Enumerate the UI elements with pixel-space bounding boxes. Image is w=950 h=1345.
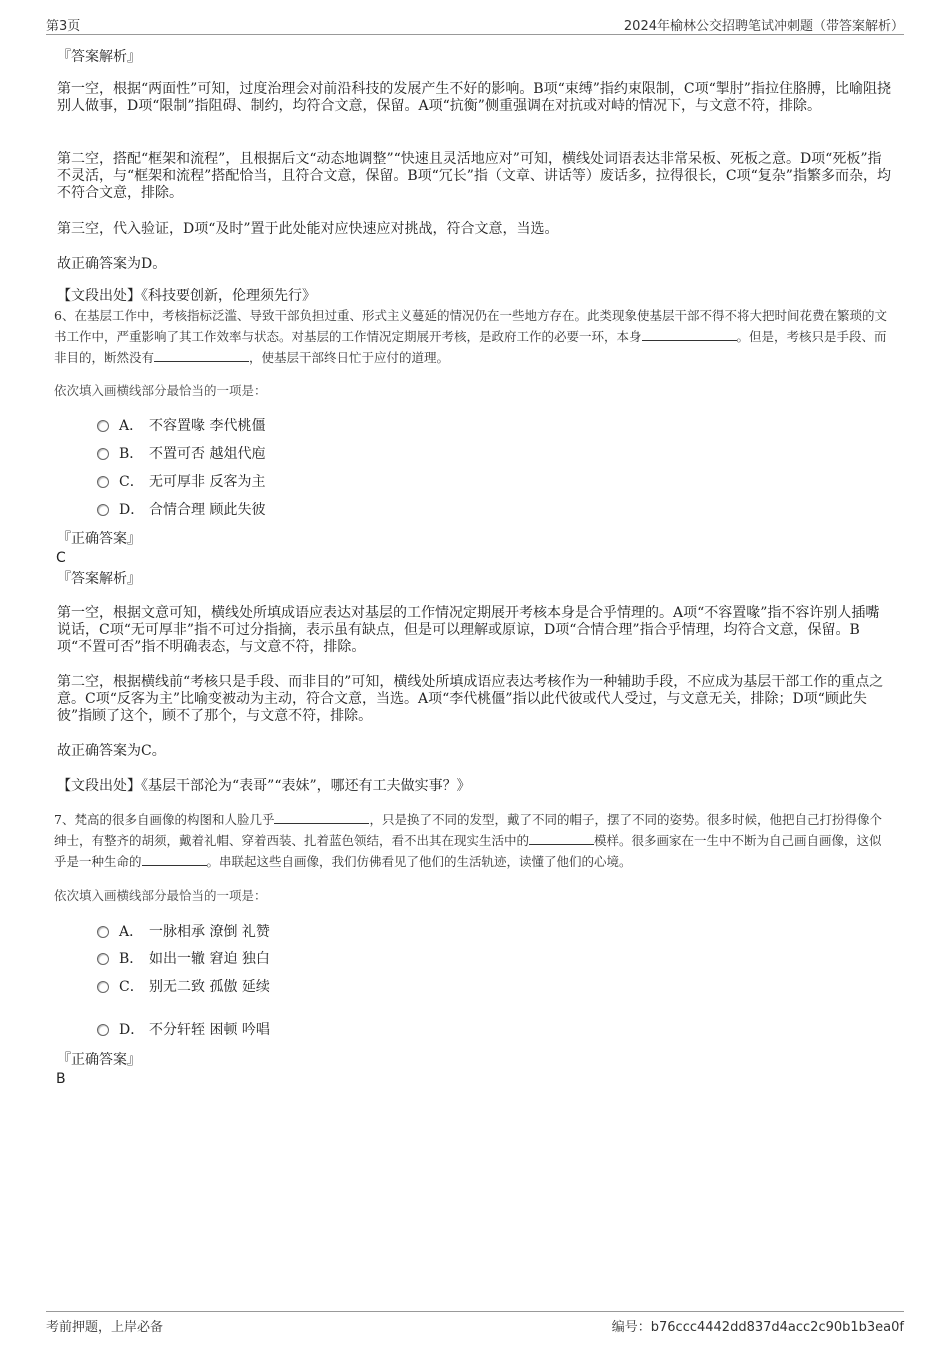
radio-icon[interactable]: [97, 953, 109, 965]
q7-stem: 7、梵高的很多自画像的构图和人脸几乎 ，只是换了不同的发型，戴了不同的帽子，摆了不同的姿势。很多时候，他把自己打扮得像个绅士，有整齐的胡须，戴着礼帽、穿着西装、扎着蓝色领结，看不出其在现实生活中的 模样。很多画家在一生中不断为自己画自画像，这似乎是一种生命的 。串联起这些自画像，我们仿佛看见了他们的生活轨迹，读懂了他们的心境。: [54, 812, 882, 869]
q5-source: 【文段出处】《科技要创新，伦理须先行》: [57, 288, 316, 304]
q6-blank-2[interactable]: [154, 349, 249, 362]
q5-analysis-p1: 第一空，根据“两面性”可知，过度治理会对前沿科技的发展产生不好的影响。B项“束缚”指约束限制，C项“掣肘”指拉住胳膊，比喻阻挠别人做事，D项“限制”指阻碍、制约，均符合文意，保留。A项“抗衡”侧重强调在对抗或对峙的情况下，与文意不符，排除。: [57, 81, 891, 114]
radio-icon[interactable]: [97, 504, 109, 516]
q6-blank-1[interactable]: [642, 328, 737, 341]
q6-option-c[interactable]: C． 无可厚非 反客为主: [97, 472, 265, 492]
radio-icon[interactable]: [97, 476, 109, 488]
q6-option-d[interactable]: D． 合情合理 顾此失彼: [97, 500, 265, 520]
q6-option-b[interactable]: B． 不置可否 越俎代庖: [97, 444, 265, 464]
q6-analysis-p1: 第一空，根据文意可知，横线处所填成语应表达对基层的工作情况定期展开考核本身是合乎情理的。A项“不容置喙”指不容许别人插嘴说话，C项“无可厚非”指不可过分指摘，表示虽有缺点，但是可以理解或原谅，D项“合情合理”指合乎情理，均符合文意，保留。B项“不置可否”指不明确表态，与文意不符，排除。: [57, 605, 880, 655]
q5-analysis-p2: 第二空，搭配“框架和流程”，且根据后文“动态地调整”“快速且灵活地应对”可知，横线处词语表达非常呆板、死板之意。D项“死板”指不灵活，与“框架和流程”搭配恰当，且符合文意，保留。B项“冗长”指（文章、讲话等）废话多，拉得很长，C项“复杂”指繁多而杂，均不符合文意，排除。: [57, 151, 891, 201]
q7-option-c[interactable]: C． 别无二致 孤傲 延续: [97, 977, 270, 997]
q7-answer: B: [56, 1071, 66, 1087]
q6-prompt: 依次填入画横线部分最恰当的一项是：: [54, 383, 267, 398]
q7-blank-1[interactable]: [274, 811, 369, 824]
q7-blank-2[interactable]: [529, 832, 594, 845]
radio-icon[interactable]: [97, 448, 109, 460]
q6-analysis-p2: 第二空，根据横线前“考核只是手段、而非目的”可知，横线处所填成语应表达考核作为一种辅助手段，不应成为基层干部工作的重点之意。C项“反客为主”比喻变被动为主动，符合文意，当选。A项“李代桃僵”指以此代彼或代人受过，与文意无关，排除；D项“顾此失彼”指顾了这个，顾不了那个，与文意不符，排除。: [57, 674, 884, 724]
q6-stem: 6、在基层工作中，考核指标泛滥、导致干部负担过重、形式主义蔓延的情况仍在一些地方存在。此类现象使基层干部不得不将大把时间花费在繁琐的文书工作中，严重影响了其工作效率与状态。对基层的工作情况定期展开考核，是政府工作的必要一环，本身 。但是，考核只是手段、而非目的，断然没有 ，使基层干部终日忙于应付的道理。: [54, 308, 887, 365]
q6-option-a[interactable]: A． 不容置喙 李代桃僵: [97, 416, 265, 436]
radio-icon[interactable]: [97, 1024, 109, 1036]
q6-answer-label: 『正确答案』: [57, 531, 141, 547]
q6-answer: C: [56, 550, 66, 566]
page-header: [46, 14, 904, 35]
footer-code: 编号：b76ccc4442dd837d4acc2c90b1b3ea0f: [611, 1320, 904, 1335]
q6-source: 【文段出处】《基层干部沦为“表哥”“表妹”，哪还有工夫做实事？》: [57, 778, 471, 794]
q7-prompt: 依次填入画横线部分最恰当的一项是：: [54, 888, 267, 903]
q5-analysis-p3: 第三空，代入验证，D项“及时”置于此处能对应快速应对挑战，符合文意，当选。: [57, 221, 559, 237]
q5-conclusion: 故正确答案为D。: [57, 256, 167, 272]
q5-analysis-label: 『答案解析』: [57, 49, 141, 65]
page-footer: [46, 1311, 904, 1335]
page-number: 第3页: [46, 19, 81, 34]
footer-slogan: 考前押题，上岸必备: [46, 1320, 164, 1335]
q7-answer-label: 『正确答案』: [57, 1052, 141, 1068]
q7-option-d[interactable]: D． 不分轩轾 困顿 吟唱: [97, 1020, 270, 1040]
q7-option-b[interactable]: B． 如出一辙 窘迫 独白: [97, 949, 270, 969]
q6-conclusion: 故正确答案为C。: [57, 743, 166, 759]
radio-icon[interactable]: [97, 420, 109, 432]
q7-option-a[interactable]: A． 一脉相承 潦倒 礼赞: [97, 922, 270, 942]
radio-icon[interactable]: [97, 981, 109, 993]
q7-blank-3[interactable]: [142, 853, 207, 866]
radio-icon[interactable]: [97, 926, 109, 938]
document-title: 2024年榆林公交招聘笔试冲刺题（带答案解析）: [623, 19, 904, 34]
q6-analysis-label: 『答案解析』: [57, 571, 141, 587]
